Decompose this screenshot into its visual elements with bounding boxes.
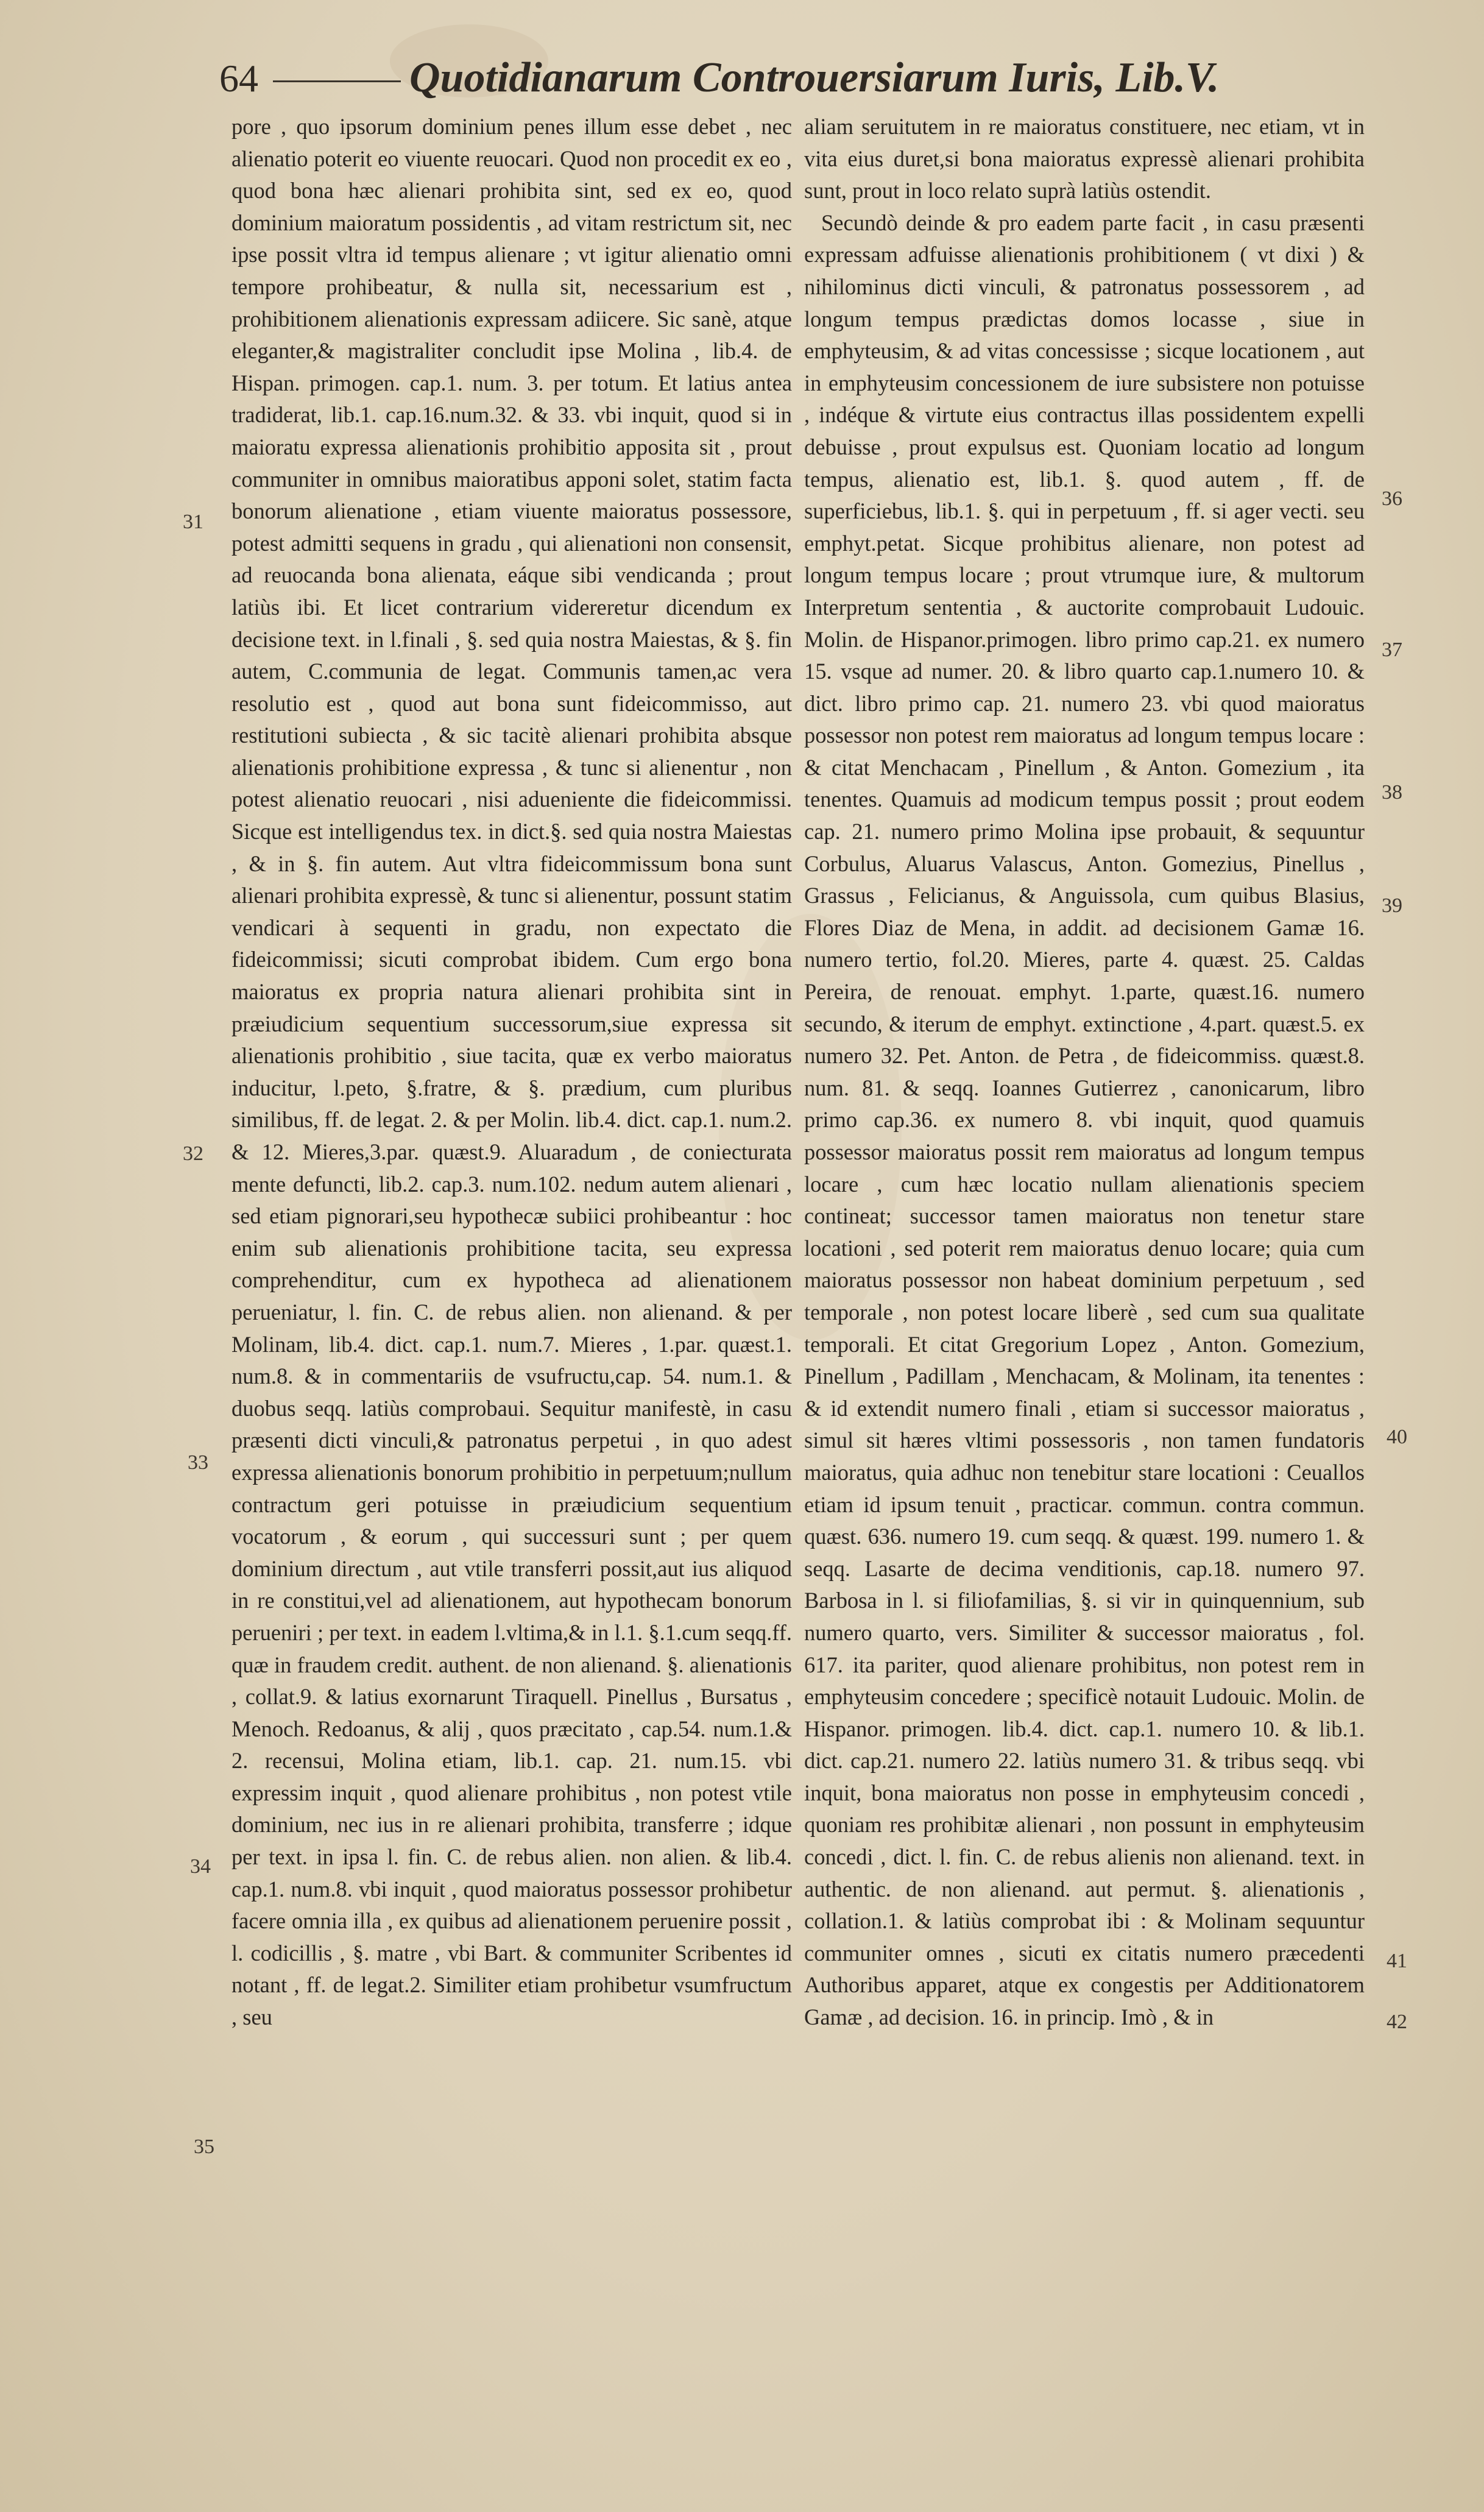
paragraph: aliam seruitutem in re maioratus constituere, nec etiam, vt in vita eius duret,si bona maioratus expressè alienari prohibita sunt, prout in loco relato suprà latiùs ostendit. [804,114,1365,203]
margin-number: 37 [1382,639,1402,661]
margin-number: 39 [1382,894,1402,917]
margin-number: 42 [1387,2011,1407,2033]
margin-number: 40 [1387,1426,1407,1448]
header-rule [273,80,401,82]
left-column [231,111,792,2034]
margin-number: 41 [1387,1950,1407,1972]
running-header [219,54,1365,108]
paragraph: pore , quo ipsorum dominium penes illum esse debet , nec alienatio poterit eo viuente reuocari. Quod non procedit ex eo , quod bona hæc alienari prohibita sint, sed ex eo, quod dominium maioratum possidentis , ad vitam restrictum sit, nec ipse possit vltra id tempus alienare ; vt igitur alienatio omni tempore prohibeatur, & nulla sit, necessarium est , prohibitionem alienationis expressam adiicere. Sic sanè, atque eleganter,& magistraliter concludit ipse Molina , lib.4. de Hispan. primogen. cap.1. num. 3. per totum. Et latius antea tradiderat, lib.1. cap.16.num.32. & 33. vbi inquit, quod si in maioratu expressa alienationis prohibitio apposita sit , prout communiter in omnibus maioratibus apponi solet, statim facta bonorum alienatione , etiam viuente maioratus possessore, potest admitti sequens in gradu , qui alienationi non consensit, ad reuocanda bona alienata, eáque sibi vendicanda ; prout latiùs ibi. Et licet contrarium videreretur dicendum ex decisione text. in l.finali , §. sed quia nostra Maiestas, & §. fin autem, C.communia de legat. Communis tamen,ac vera resolutio est , quod aut bona sunt fideicommisso, aut restitutioni subiecta , & sic tacitè alienari prohibita absque alienationis prohibitione expressa , & tunc si alienentur , non potest alienatio reuocari , nisi adueniente die fideicommissi. Sicque est intelligendus tex. in dict.§. sed quia nostra Maiestas , & in §. fin autem. Aut vltra fideicommissum bona sunt alienari prohibita expressè, & tunc si alienentur, possunt statim vendicari à sequenti in gradu, non expectato die fideicommissi; sicuti comprobat ibidem. Cum ergo bona maioratus ex propria natura alienari prohibita sint in præiudicium sequentium successorum,siue expressa sit alienationis prohibitio , siue tacita, quæ ex verbo maioratus inducitur, l.peto, §.fratre, & §. prædium, cum pluribus similibus, ff. de legat. 2. & per Molin. lib.4. dict. cap.1. num.2. & 12. Mieres,3.par. quæst.9. Aluaradum , de coniecturata mente defuncti, lib.2. cap.3. num.102. nedum autem alienari , sed etiam pignorari,seu hypothecæ subiici prohibeantur : hoc enim sub alienationis prohibitione tacita, seu expressa comprehenditur, cum ex hypotheca ad alienationem perueniatur, l. fin. C. de rebus alien. non alienand. & per Molinam, lib.4. dict. cap.1. num.7. Mieres , 1.par. quæst.1. num.8. & in commentariis de vsufructu,cap. 54. num.1. & duobus seqq. latiùs comprobaui. Sequitur manifestè, in casu præsenti dicti vinculi,& patronatus perpetui , in quo adest expressa alienationis bonorum prohibitio in perpetuum;nullum contractum geri potuisse in præiudicium sequentium vocatorum , & eorum , qui successuri sunt ; per quem dominium directum , aut vtile transferri possit,aut ius aliquod in re constitui,vel ad alienationem, aut hypothecam bonorum perueniri ; per text. in eadem l.vltima,& in l.1. §.1.cum seqq.ff. quæ in fraudem credit. authent. de non alienand. §. alienationis , collat.9. & latius exornarunt Tiraquell. Pinellus , Bursatus , Menoch. Redoanus, & alij , quos præcitato , cap.54. num.1.& 2. recensui, Molina etiam, lib.1. cap. 21. num.15. vbi expressim inquit , quod alienare prohibitus , non potest vtile dominium, nec ius in re alienari prohibita, transferre ; idque per text. in ipsa l. fin. C. de rebus alien. non alien. & lib.4. cap.1. num.8. vbi inquit , quod maioratus possessor prohibetur facere omnia illa , ex quibus ad alienationem peruenire possit , l. codicillis , §. matre , vbi Bart. & communiter Scribentes id notant , ff. de legat.2. Similiter etiam prohibetur vsumfructum , seu [231,114,792,2030]
margin-number: 32 [183,1142,203,1165]
margin-number: 34 [190,1855,211,1878]
right-column [804,111,1365,2034]
page-number: 64 [219,57,258,100]
margin-number: 33 [188,1451,208,1474]
paragraph: Secundò deinde & pro eadem parte facit , in casu præsenti expressam adfuisse alienationis prohibitionem ( vt dixi ) & nihilominus dicti vinculi, & patronatus possessorem , ad longum tempus prædictas domos locasse , siue in emphyteusim, & ad vitas concessisse ; sicque locationem , aut in emphyteusim concessionem de iure subsistere non potuisse , indéque & virtute eius contractus illas possidentem expelli debuisse , prout expulsus est. Quoniam locatio ad longum tempus, alienatio est, lib.1. §. quod autem , ff. de superficiebus, lib.1. §. qui in perpetuum , ff. si ager vecti. seu emphyt.petat. Sicque prohibitus alienare, non potest ad longum tempus locare ; prout vtrumque iure, & multorum Interpretum sententia , & auctorite comprobauit Ludouic. Molin. de Hispanor.primogen. libro primo cap.21. ex numero 15. vsque ad numer. 20. & libro quarto cap.1.numero 10. & dict. libro primo cap. 21. numero 23. vbi quod maioratus possessor non potest rem maioratus ad longum tempus locare : & citat Menchacam , Pinellum , & Anton. Gomezium , ita tenentes. Quamuis ad modicum tempus possit ; prout eodem cap. 21. numero primo Molina ipse probauit, & sequuntur Corbulus, Aluarus Valascus, Anton. Gomezius, Pinellus , Grassus , Felicianus, & Anguissola, cum quibus Blasius, Flores Diaz de Mena, in addit. ad decisionem Gamæ 16. numero tertio, fol.20. Mieres, parte 4. quæst. 25. Caldas Pereira, de renouat. emphyt. 1.parte, quæst.16. numero secundo, & iterum de emphyt. extinctione , 4.part. quæst.5. ex numero 32. Pet. Anton. de Petra , de fideicommiss. quæst.8. num. 81. & seqq. Ioannes Gutierrez , canonicarum, libro primo cap.36. ex numero 8. vbi inquit, quod quamuis possessor maioratus possit rem maioratus ad longum tempus locare , cum hæc locatio nullam alienationis speciem contineat; successor tamen maioratus non tenetur stare locationi , sed poterit rem maioratus denuo locare; quia cum maioratus possessor non habeat dominium perpetuum , sed temporale , non potest locare liberè , sed cum sua qualitate temporali. Et citat Gregorium Lopez , Anton. Gomezium, Pinellum , Padillam , Menchacam, & Molinam, ita tenentes : & id extendit numero finali , etiam si successor maioratus , simul sit hæres vltimi possessoris , non tamen fundatoris maioratus, quia adhuc non tenebitur stare locationi : Ceuallos etiam id ipsum tenuit , practicar. commun. contra commun. quæst. 636. numero 19. cum seqq. & quæst. 199. numero 1. & seqq. Lasarte de decima venditionis, cap.18. numero 97. Barbosa in l. si filiofamilias, §. si vir in quinquennium, sub numero quarto, vers. Similiter & successor maioratus , fol. 617. ita pariter, quod alienare prohibitus, non potest rem in emphyteusim concedere ; specificè notauit Ludouic. Molin. de Hispanor. primogen. lib.4. dict. cap.1. numero 10. & lib.1. dict. cap.21. numero 22. latiùs numero 31. & tribus seqq. vbi inquit, bona maioratus non posse in emphyteusim concedi , quoniam res prohibitæ alienari , non possunt in emphyteusim concedi , dict. l. fin. C. de rebus alienis non alienand. text. in authentic. de non alienand. aut permut. §. alienationis , collation.1. & latiùs comprobat ibi : & Molinam sequuntur communiter omnes , sicuti ex citatis numero præcedenti Authoribus apparet, atque ex congestis per Additionatorem Gamæ , ad decision. 16. in princip. Imò , & in [804,210,1365,2030]
running-title: Quotidianarum Controuersiarum Iuris, Lib.V. [409,54,1220,101]
margin-number: 36 [1382,487,1402,510]
margin-number: 38 [1382,781,1402,804]
margin-number: 31 [183,511,203,533]
margin-number: 35 [194,2135,214,2158]
